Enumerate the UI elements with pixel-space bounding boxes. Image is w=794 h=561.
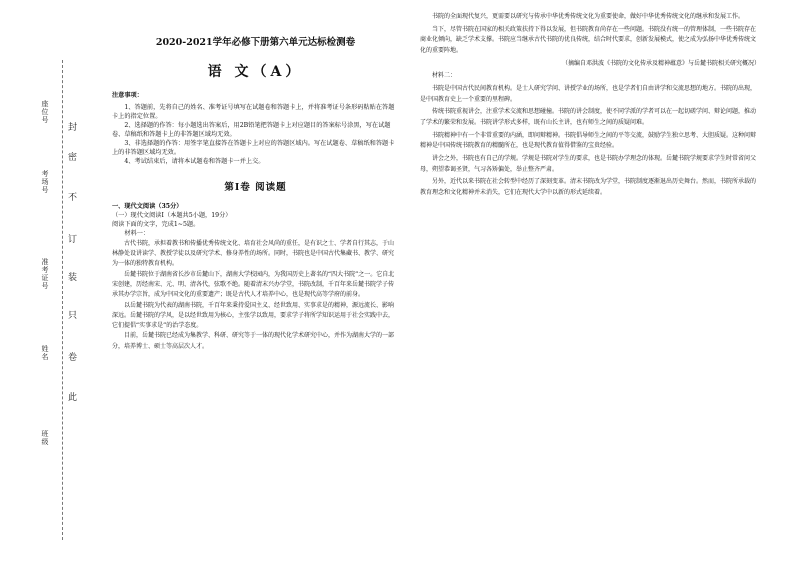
passage-paragraph: 岳麓书院位于湖南省长沙市岳麓山下，湖南大学校园内，为我国历史上著名的“四大书院”之一。它自北宋创建，历经南宋、元、明、清各代，弦歌不绝。随着清末兴办学堂，书院改制，千百年来岳麓书院学子传承其办学宗旨，成为中国文化的重要遗产；既是古代人才培养中心，也是现代高等学府的前身。 [112,270,395,299]
right-column [420,12,760,201]
note-item: 2、选择题的作答：每小题选出答案后，用2B铅笔把答题卡上对应题目的答案标号涂黑，写在试题卷、草稿纸和答题卡上的非答题区域均无效。 [112,122,391,138]
seal-char: 封 [68,123,78,133]
seal-char: 订 [68,235,78,245]
left-column [112,36,399,352]
passage-paragraph: 书院精神中有一个非常重要的内涵，即问辩精神。书院倡导师生之间的平等交流，鼓励学生独立思考、大胆质疑。这种问辩精神是中国传统书院教育的精髓所在，也是现代教育值得借鉴的宝贵经验。 [420,131,757,150]
section-title: 第Ⅰ卷 阅读题 [224,181,287,193]
part-heading: 一、现代文阅读（35分） [112,202,183,210]
passage-paragraph: 当下，尽管书院在国家的相关政策扶持下得以发展，但书院教育尚存在一些问题。书院没有统一的管理体制，一些书院存在商业化倾向，缺乏学术支撑。书院应当继承古代书院的优良传统，结合时代要求，创新发展模式，使之成为弘扬中华优秀传统文化的重要阵地。 [420,25,757,55]
passage-paragraph: 目前，岳麓书院已经成为集教学、科研、研究等于一体的现代化学术研究中心，并作为湖南大学的一部分，培养博士、硕士等高层次人才。 [112,332,395,350]
seal-char: 密 [68,153,78,163]
note-item: 3、非选择题的作答：用签字笔直接答在答题卡上对应的答题区域内。写在试题卷、草稿纸和答题卡上的非答题区域均无效。 [112,139,395,156]
instruction: 阅读下面的文字，完成1~5题。 [112,220,200,228]
exam-room-label: 考场号 [41,170,49,194]
passage-paragraph: 书院是中国古代民间教育机构。是士人研究学问、讲授学业的场所，也是学者们自由讲学和交流思想的地方。书院的出现，是中国教育史上一个重要的里程碑。 [420,85,757,103]
seal-char: 只 [68,311,78,321]
passage-paragraph: 传统书院重视讲会，注重学术交流和思想碰撞。书院的讲会制度，使不同学派的学者可以在一起切磋学问、辩论问题，推动了学术的繁荣和发展。书院讲学形式多样，既有山长主讲，也有师生之间的质疑问难。 [420,108,757,127]
seal-char: 卷 [68,353,78,363]
class-label: 班级 [41,430,49,446]
seal-char: 不 [68,193,78,203]
seat-number-label: 座位号 [41,100,49,124]
passage-paragraph: 书院的全面现代复兴，更需要以研究与传承中华优秀传统文化为重要使命，做好中华优秀传统文化的继承和发展工作。 [432,13,745,20]
subpart-heading: （一）现代文阅读Ⅰ（本题共5小题，19分） [112,211,232,219]
source-citation: （摘编自邓洪波《书院的文化传承及精神蕴意》与岳麓书院相关研究概况） [561,59,760,67]
name-label: 姓名 [41,345,49,361]
material-label: 材料二： [432,72,457,80]
note-item: 4、考试结束后，请将本试题卷和答题卡一并上交。 [124,157,265,165]
passage-paragraph: 古代书院，承担着教书和传播优秀传统文化、培育社会风尚的重任，是有识之士、学者自行其志，于山林静处设讲读学、教授学徒以及研究学术、修身养性的场所。同时，书院也是中国古代集藏书、教学、研究为一体的独特教育机构。 [112,239,395,268]
subject-title: 语 文（A） [207,63,304,80]
note-item: 1、答题前，先将自己的姓名、准考证号填写在试题卷和答题卡上，并将准考证号条形码粘贴在答题卡上的指定位置。 [112,104,395,121]
seal-char: 此 [68,393,78,403]
admission-number-label: 准考证号 [41,258,49,290]
seal-dashed-line [62,60,63,540]
passage-paragraph: 另外，近代以来书院在社会转型中经历了深刻变革。清末书院改为学堂，书院制度逐渐退出历史舞台。然而，书院所承载的教育理念和文化精神并未消失，它们在现代大学中以新的形式延续着。 [420,178,757,197]
seal-char: 装 [68,273,78,283]
passage-paragraph: 以岳麓书院为代表的湖南书院，千百年来秉持爱国主义、经世致用、实事求是的精神，源远流长、影响深远。岳麓书院的学风，是以经世致用为核心，主张学以致用，要求学子将所学知识运用于社会实践中去，它们提倡“实事求是”的治学态度。 [112,301,395,330]
material-label: 材料一： [124,229,150,237]
passage-paragraph: 讲会之外，书院也有自己的学规。学规是书院对学生的要求，也是书院办学理念的体现。岳麓书院学规要求学生时常省问父母，朔望恭谒圣贤，气习各矫偏处，举止整齐严肃。 [420,155,757,173]
exam-title: 2020-2021学年必修下册第六单元达标检测卷 [155,37,356,48]
notes-heading: 注意事项： [112,92,143,100]
